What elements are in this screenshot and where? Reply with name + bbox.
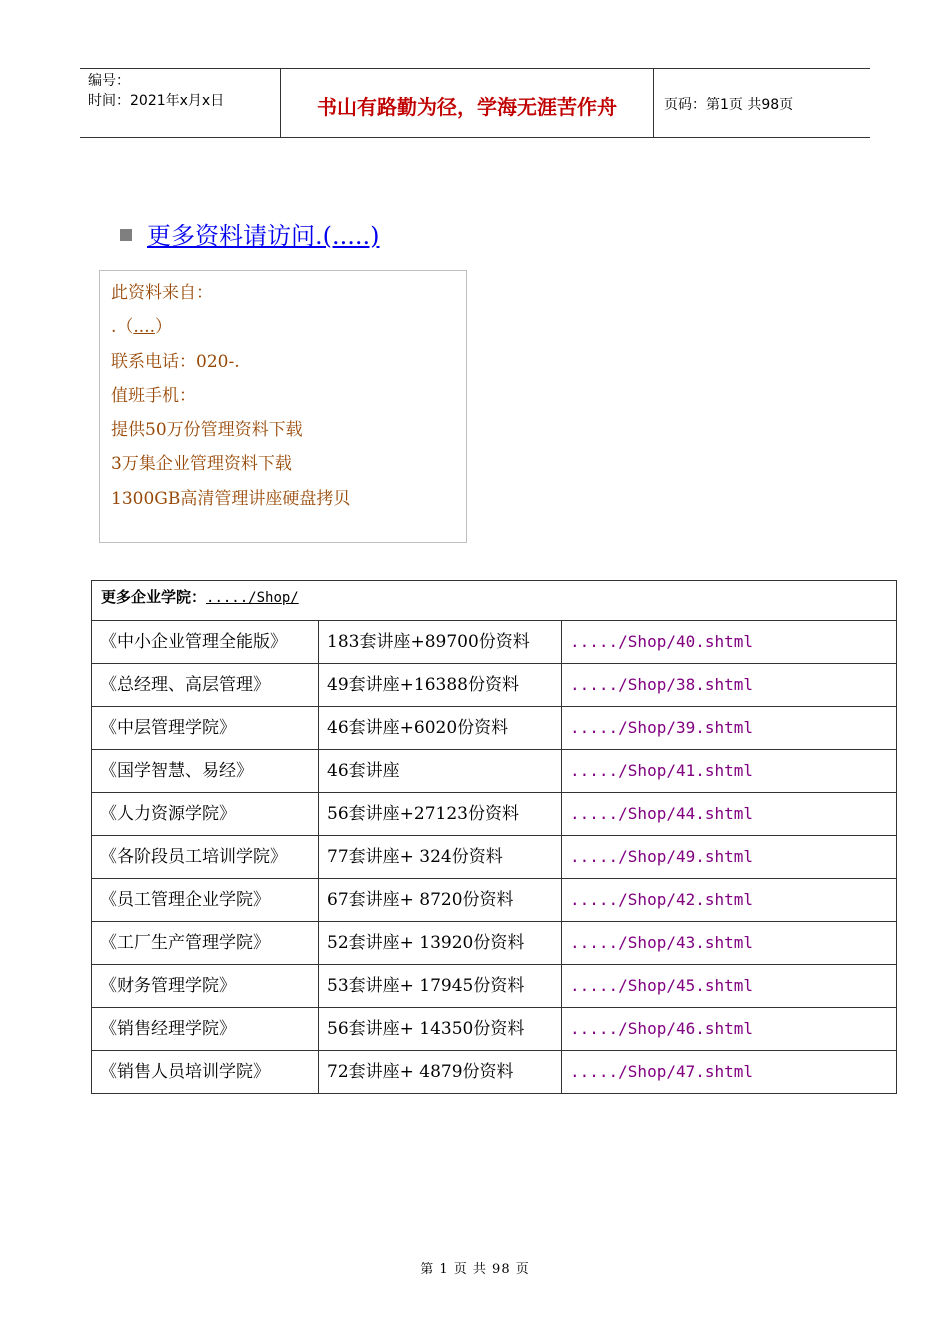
course-desc-cell: 46套讲座 [319,750,562,793]
course-url-cell[interactable]: ...../Shop/44.shtml [562,793,897,836]
course-name-cell: 《员工管理企业学院》 [92,879,319,922]
table-row [92,1051,897,1094]
course-desc-cell: 53套讲座+ 17945份资料 [319,965,562,1008]
source-link[interactable]: .... [133,317,156,338]
course-name-cell: 《人力资源学院》 [92,793,319,836]
header-page-info: 页码：第1页 共98页 [664,97,794,113]
course-url-cell[interactable]: ...../Shop/41.shtml [562,750,897,793]
source-box [99,270,467,543]
source-link-prefix: .（ [111,317,134,338]
course-name-cell: 《销售人员培训学院》 [92,1051,319,1094]
course-name-cell: 《中层管理学院》 [92,707,319,750]
course-url-cell[interactable]: ...../Shop/40.shtml [562,621,897,664]
offer-line: 提供50万份管理资料下载 [111,420,303,441]
table-row [92,922,897,965]
mobile-line: 值班手机： [111,385,196,406]
table-row [92,793,897,836]
course-desc-cell: 49套讲座+16388份资料 [319,664,562,707]
course-desc-cell: 183套讲座+89700份资料 [319,621,562,664]
course-desc-cell: 46套讲座+6020份资料 [319,707,562,750]
course-name-cell: 《中小企业管理全能版》 [92,621,319,664]
course-url-cell[interactable]: ...../Shop/46.shtml [562,1008,897,1051]
table-row [92,664,897,707]
course-name-cell: 《国学智慧、易经》 [92,750,319,793]
table-header-link[interactable]: ...../Shop/ [206,590,299,606]
course-desc-cell: 72套讲座+ 4879份资料 [319,1051,562,1094]
table-row [92,836,897,879]
course-name-cell: 《财务管理学院》 [92,965,319,1008]
time-label: 时间：2021年x月x日 [88,93,225,109]
offer-line: 3万集企业管理资料下载 [111,454,292,475]
visit-line [120,216,380,251]
page-footer: 第 1 页 共 98 页 [420,1262,530,1277]
source-link-suffix: ） [155,317,173,338]
course-desc-cell: 77套讲座+ 324份资料 [319,836,562,879]
source-link-line [111,310,466,344]
courses-table [91,580,897,1094]
header-meta [80,69,281,137]
source-line: 此资料来自： [111,283,213,303]
course-name-cell: 《总经理、高层管理》 [92,664,319,707]
course-url-cell[interactable]: ...../Shop/47.shtml [562,1051,897,1094]
table-row [92,879,897,922]
offer-line: 1300GB高清管理讲座硬盘拷贝 [111,488,351,509]
course-name-cell: 《销售经理学院》 [92,1008,319,1051]
number-label: 编号： [88,73,130,89]
header-motto: 书山有路勤为径，学海无涯苦作舟 [281,69,654,137]
table-row [92,1008,897,1051]
course-url-cell[interactable]: ...../Shop/42.shtml [562,879,897,922]
course-url-cell[interactable]: ...../Shop/38.shtml [562,664,897,707]
course-desc-cell: 52套讲座+ 13920份资料 [319,922,562,965]
table-row [92,750,897,793]
course-url-cell[interactable]: ...../Shop/43.shtml [562,922,897,965]
course-desc-cell: 67套讲座+ 8720份资料 [319,879,562,922]
course-desc-cell: 56套讲座+27123份资料 [319,793,562,836]
table-header-label: 更多企业学院： [101,588,207,606]
phone-line: 联系电话：020-. [111,351,240,372]
course-url-cell[interactable]: ...../Shop/39.shtml [562,707,897,750]
table-header-cell [92,581,897,621]
course-name-cell: 《各阶段员工培训学院》 [92,836,319,879]
course-url-cell[interactable]: ...../Shop/45.shtml [562,965,897,1008]
page-header [80,68,870,138]
visit-link[interactable]: 更多资料请访问.(.....) [147,222,380,250]
table-row [92,965,897,1008]
table-row [92,621,897,664]
course-name-cell: 《工厂生产管理学院》 [92,922,319,965]
table-row [92,707,897,750]
course-desc-cell: 56套讲座+ 14350份资料 [319,1008,562,1051]
course-url-cell[interactable]: ...../Shop/49.shtml [562,836,897,879]
square-bullet-icon [120,229,132,241]
